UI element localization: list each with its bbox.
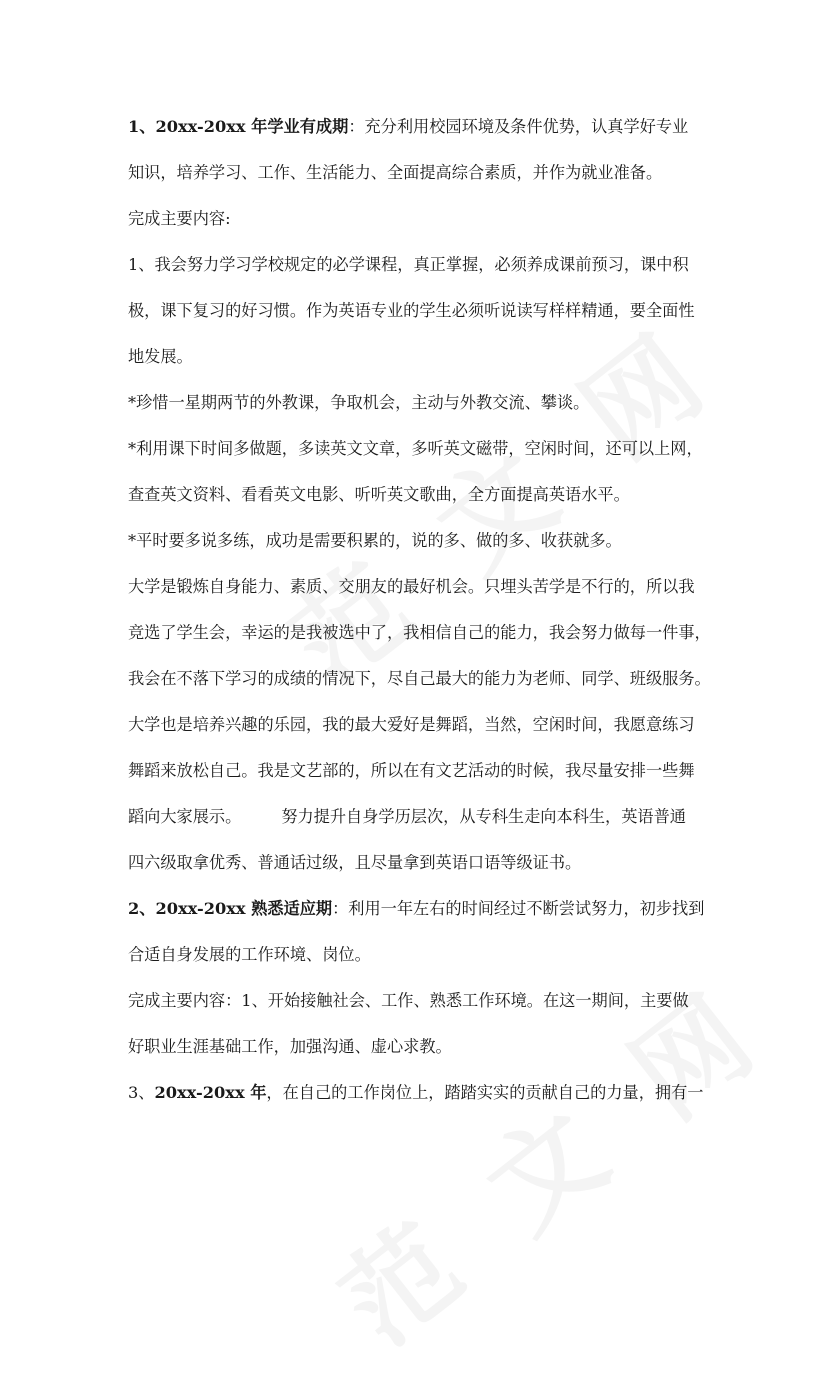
paragraph-line: [128, 702, 718, 748]
paragraph-line: [128, 610, 718, 656]
paragraph-line: [128, 150, 718, 196]
paragraph-3-end: 四六级取拿优秀、普通话过级，且尽量拿到英语口语等级证书。: [128, 853, 582, 872]
paragraph-line: [128, 932, 718, 978]
paragraph-line: [128, 242, 718, 288]
section-1-intro-cont: 知识，培养学习、工作、生活能力、全面提高综合素质，并作为就业准备。: [128, 163, 663, 182]
item-1-text-cont: 极，课下复习的好习惯。作为英语专业的学生必须听说读写样样精通，要全面性: [128, 301, 695, 320]
section-2-content-cont: 好职业生涯基础工作，加强沟通、虚心求教。: [128, 1037, 452, 1056]
paragraph-line: [128, 472, 718, 518]
section-2-content: 完成主要内容：1、开始接触社会、工作、熟悉工作环境。在这一期间，主要做: [128, 991, 689, 1010]
section-3-intro: ，在自己的工作岗位上，踏踏实实的贡献自己的力量，拥有一: [266, 1083, 704, 1102]
item-1-text: 1、我会努力学习学校规定的必学课程，真正掌握，必须养成课前预习，课中积: [128, 255, 689, 274]
paragraph-line: [128, 840, 718, 886]
paragraph-line: [128, 886, 718, 932]
paragraph-3: 大学也是培养兴趣的乐园，我的最大爱好是舞蹈，当然，空闲时间，我愿意练习: [128, 715, 695, 734]
paragraph-line: [128, 978, 718, 1024]
paragraph-2: 大学是锻炼自身能力、素质、交朋友的最好机会。只埋头苦学是不行的，所以我: [128, 577, 695, 596]
bullet-2-cont: 查查英文资料、看看英文电影、听听英文歌曲，全方面提高英语水平。: [128, 485, 630, 504]
paragraph-line: [128, 104, 718, 150]
paragraph-3-part-2: 努力提升自身学历层次，从专科生走向本科生，英语普通: [281, 807, 686, 826]
section-3-number: 3、: [128, 1083, 155, 1102]
section-2-intro: ：利用一年左右的时间经过不断尝试努力，初步找到: [332, 899, 705, 918]
paragraph-2-end: 我会在不落下学习的成绩的情况下，尽自己最大的能力为老师、同学、班级服务。: [128, 669, 711, 688]
paragraph-3-cont: 舞蹈来放松自己。我是文艺部的，所以在有文艺活动的时候，我尽量安排一些舞: [128, 761, 695, 780]
section-2-heading: 2、20xx-20xx 熟悉适应期: [128, 899, 333, 918]
paragraph-line: [128, 518, 718, 564]
section-3-heading: 20xx-20xx 年: [154, 1083, 267, 1102]
content-label: 完成主要内容:: [128, 209, 231, 228]
bullet-2: *利用课下时间多做题，多读英文文章，多听英文磁带，空闲时间，还可以上网，: [128, 439, 703, 458]
paragraph-line: [128, 334, 718, 380]
paragraph-line: [128, 196, 718, 242]
paragraph-3-part: 蹈向大家展示。: [128, 807, 242, 826]
paragraph-line: [128, 1070, 718, 1116]
paragraph-line: [128, 1024, 718, 1070]
paragraph-line: [128, 288, 718, 334]
bullet-3: *平时要多说多练，成功是需要积累的，说的多、做的多、收获就多。: [128, 531, 622, 550]
section-2-intro-cont: 合适自身发展的工作环境、岗位。: [128, 945, 371, 964]
section-1-heading: 1、20xx-20xx 年学业有成期: [128, 117, 349, 136]
paragraph-line: [128, 564, 718, 610]
paragraph-line: [128, 426, 718, 472]
section-1-intro: ：充分利用校园环境及条件优势，认真学好专业: [348, 117, 689, 136]
paragraph-line: [128, 794, 718, 840]
paragraph-line: [128, 380, 718, 426]
bullet-1: *珍惜一星期两节的外教课，争取机会，主动与外教交流、攀谈。: [128, 393, 590, 412]
paragraph-line: [128, 656, 718, 702]
paragraph-2-cont: 竞选了学生会，幸运的是我被选中了，我相信自己的能力，我会努力做每一件事，: [128, 623, 711, 642]
document-body: [128, 104, 718, 1116]
paragraph-line: [128, 748, 718, 794]
item-1-text-end: 地发展。: [128, 347, 193, 366]
